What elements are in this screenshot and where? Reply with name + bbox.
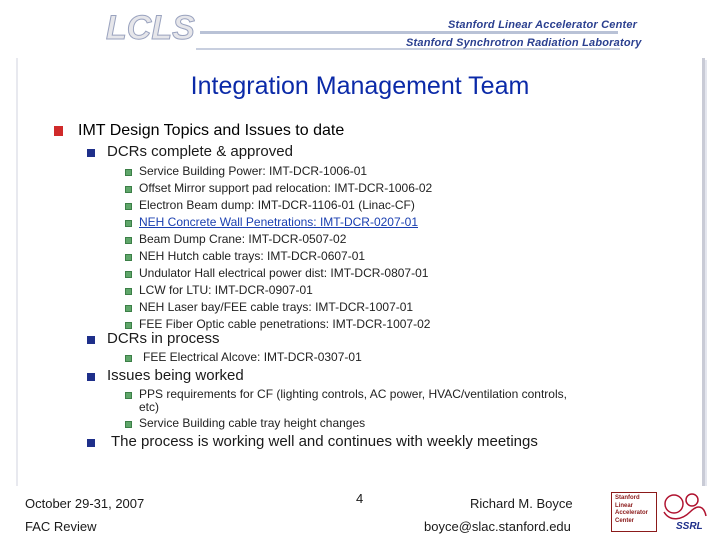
- item-bullet: [125, 203, 132, 210]
- footer-date: October 29-31, 2007: [25, 496, 145, 511]
- stanford-logo: Stanford Linear Accelerator Center: [611, 492, 657, 532]
- section-heading-process: The process is working well and continues with weekly meetings: [111, 433, 538, 450]
- section-heading-issues: Issues being worked: [107, 367, 244, 384]
- section-heading-complete: DCRs complete & approved: [107, 143, 293, 160]
- footer-email[interactable]: boyce@slac.stanford.edu: [424, 519, 571, 534]
- item-bullet: [125, 288, 132, 295]
- list-item: Undulator Hall electrical power dist: IMT-DCR-0807-01: [139, 266, 429, 280]
- header-rule-top: [200, 31, 618, 34]
- section-heading-in-process: DCRs in process: [107, 330, 220, 347]
- lcls-logo: [104, 6, 204, 46]
- list-item: LCW for LTU: IMT-DCR-0907-01: [139, 283, 313, 297]
- section-bullet: [87, 439, 95, 447]
- lab-name-slac: Stanford Linear Accelerator Center: [448, 19, 638, 31]
- item-bullet: [125, 220, 132, 227]
- list-item: Offset Mirror support pad relocation: IMT-DCR-1006-02: [139, 181, 433, 195]
- item-bullet: [125, 305, 132, 312]
- list-item: PPS requirements for CF (lighting controls, AC power, HVAC/ventilation controls,: [139, 387, 567, 401]
- item-bullet: [125, 254, 132, 261]
- list-item: Electron Beam dump: IMT-DCR-1106-01 (Linac-CF): [139, 198, 415, 212]
- footer-event: FAC Review: [25, 519, 97, 534]
- item-bullet: [125, 322, 132, 329]
- section-bullet: [87, 149, 95, 157]
- list-item-continuation: etc): [139, 400, 160, 414]
- ssrl-logo: [660, 490, 708, 532]
- section-bullet: [87, 336, 95, 344]
- svg-text:SSRL: SSRL: [676, 521, 703, 532]
- list-item: FEE Electrical Alcove: IMT-DCR-0307-01: [143, 350, 362, 364]
- section-bullet: [87, 373, 95, 381]
- topic-bullet: [54, 126, 63, 136]
- list-item-link[interactable]: NEH Concrete Wall Penetrations: IMT-DCR-0207-01: [139, 215, 418, 229]
- svg-text:LCLS: LCLS: [106, 9, 195, 46]
- item-bullet: [125, 392, 132, 399]
- slide-header: [0, 0, 720, 60]
- list-item: FEE Fiber Optic cable penetrations: IMT-DCR-1007-02: [139, 317, 431, 331]
- list-item: Service Building Power: IMT-DCR-1006-01: [139, 164, 368, 178]
- page-number: 4: [356, 491, 364, 506]
- item-bullet: [125, 169, 132, 176]
- item-bullet: [125, 271, 132, 278]
- item-bullet: [125, 237, 132, 244]
- list-item: Beam Dump Crane: IMT-DCR-0507-02: [139, 232, 347, 246]
- lab-name-ssrl: Stanford Synchrotron Radiation Laboratory: [406, 37, 642, 49]
- item-bullet: [125, 421, 132, 428]
- item-bullet: [125, 355, 132, 362]
- list-item: NEH Laser bay/FEE cable trays: IMT-DCR-1007-01: [139, 300, 414, 314]
- slide-title: Integration Management Team: [190, 72, 530, 100]
- topic-heading: IMT Design Topics and Issues to date: [78, 122, 345, 139]
- list-item: NEH Hutch cable trays: IMT-DCR-0607-01: [139, 249, 366, 263]
- list-item: Service Building cable tray height changes: [139, 416, 366, 430]
- footer-author: Richard M. Boyce: [470, 496, 573, 511]
- item-bullet: [125, 186, 132, 193]
